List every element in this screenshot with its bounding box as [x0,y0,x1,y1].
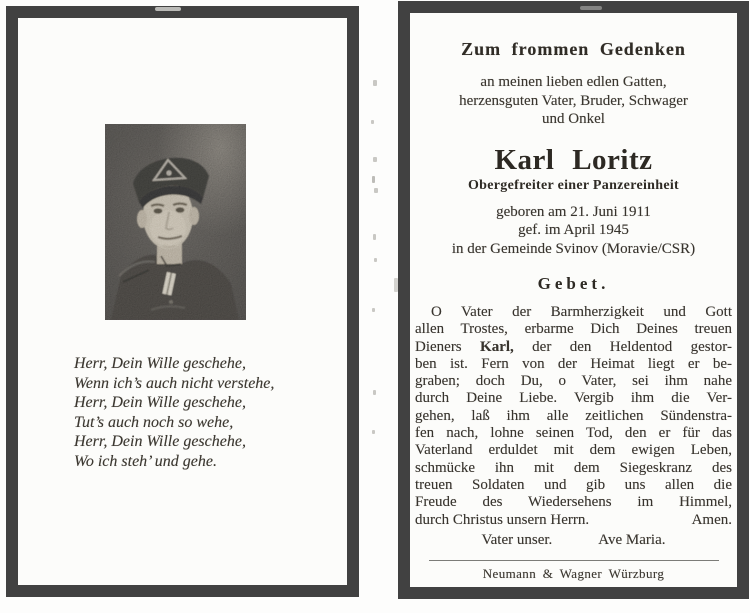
prayer-line: ben ist. Fern von der Heimat liegt er be- [415,355,732,372]
scan-artifact [373,80,377,86]
prayer-line: schmücke ihn mit dem Siegeskranz des [415,459,732,476]
right-page [398,1,749,599]
scan-artifact [374,188,378,193]
prayer-closing-line [415,512,732,529]
poem-line: Herr, Dein Wille geschehe, [74,433,246,450]
prayer-line: graben; doch Du, o Vater, sei ihm nahe [415,373,732,390]
dedication-line: an meinen lieben edlen Gatten, [480,74,667,90]
poem-line: Herr, Dein Wille geschehe, [74,394,246,411]
scan-artifact [372,308,375,312]
printer-imprint: Neumann & Wagner Würzburg [482,565,665,581]
deceased-first-name: Karl, [480,338,514,355]
life-dates [410,203,737,259]
prayer-heading: Gebet. [537,274,610,293]
vater-unser: Vater unser. [481,531,553,548]
deceased-name: Karl Loritz [494,143,653,176]
prayer-line: treuen Soldaten und gib uns allen die [415,476,732,493]
invocations [410,532,737,549]
prayer-line: gehen, laß ihm alle zeitlichen Sündenstra- [415,407,732,424]
scan-artifact [373,157,377,162]
prayer-line: fen nach, lohne seinen Tod, den er für das [415,425,732,442]
scan-artifact [372,430,375,434]
dedication-line: herzensguten Vater, Bruder, Schwager [459,92,688,109]
death-place-line: in der Gemeinde Svinov (Moravie/CSR) [451,240,696,257]
ave-maria: Ave Maria. [598,531,666,548]
soldier-portrait-photo [105,124,246,320]
prayer-line: Freude des Wiedersehens im Himmel, [415,494,732,511]
memorial-poem [74,354,274,471]
soldier-portrait-illustration [105,124,246,320]
scan-artifact [371,120,374,124]
dedication [410,73,737,129]
scan-speck [155,7,181,11]
left-page [6,6,359,597]
footer-divider [429,560,719,561]
prayer-segment: der den Heldentod gestor- [513,338,732,355]
prayer-line: Vaterland erduldet mit dem ewigen Leben, [415,442,732,459]
prayer-segment: Dieners [415,338,481,355]
scan-artifact [373,390,376,395]
birth-date-line: geboren am 21. Juni 1911 [496,203,651,220]
scan-speck [580,6,602,10]
poem-line: Wo ich steh’ und gehe. [74,452,217,470]
poem-line: Wenn ich’s auch nicht verstehe, [74,374,275,392]
scan-artifact [372,176,375,183]
prayer-line: O Vater der Barmherzigkeit und Gott [431,304,732,320]
prayer-line: durch Deine Liebe. Vergib ihm die Ver- [415,390,732,407]
poem-line: Herr, Dein Wille geschehe, [74,355,246,372]
scan-artifact [374,258,377,262]
scan-artifact [394,278,398,292]
death-date-line: gef. im April 1945 [518,222,629,238]
military-rank: Obergefreiter einer Panzereinheit [467,177,679,193]
scan-artifact [373,234,376,240]
prayer-line: allen Trostes, erbarme Dich Deines treuen [415,321,732,338]
prayer-closing-text: durch Christus unsern Herrn. [415,511,590,528]
dedication-line: und Onkel [542,111,605,127]
poem-line: Tut’s auch noch so wehe, [74,413,234,431]
prayer-amen: Amen. [691,511,732,528]
prayer-text [410,304,737,529]
prayer-line [415,339,732,356]
card-title: Zum frommen Gedenken [461,39,686,59]
